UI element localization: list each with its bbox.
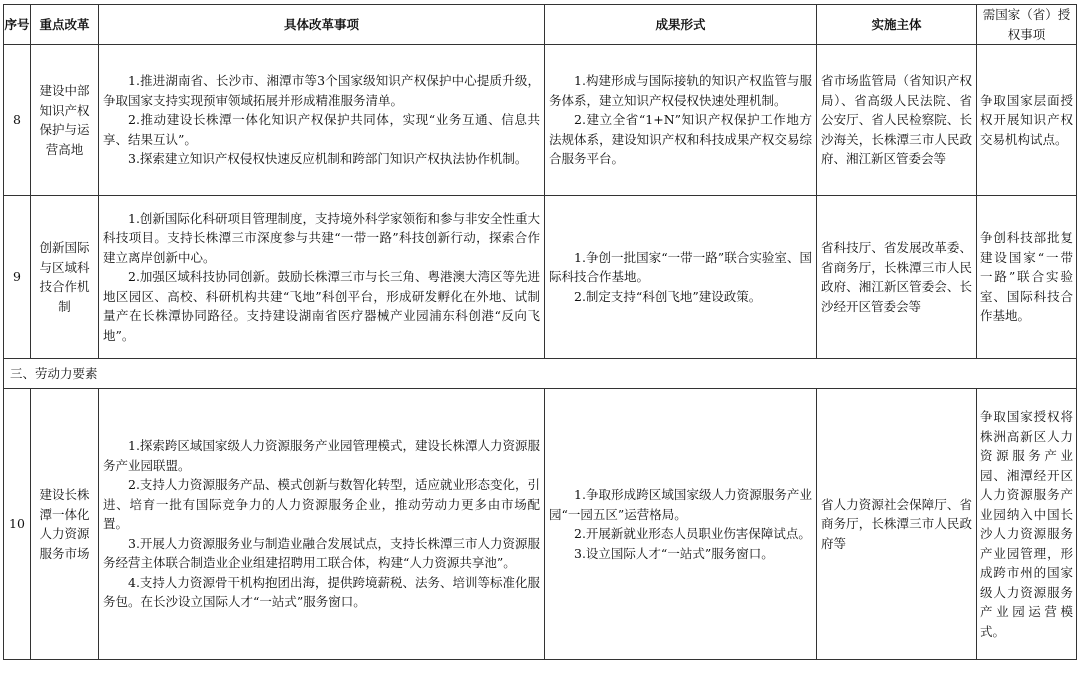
reform-table (3, 4, 1077, 660)
reform-focus: 创新国际与区域科技合作机制 (31, 196, 99, 359)
result-item: 2.制定支持“科创飞地”建设政策。 (574, 288, 762, 304)
reform-item: 4.支持人力资源骨干机构抱团出海，提供跨境薪税、法务、培训等标准化服务包。在长沙设立国际人才“一站式”服务窗口。 (103, 574, 540, 610)
result-forms (545, 389, 817, 660)
row-number: 10 (4, 389, 31, 660)
header-row (4, 5, 1077, 45)
subjects-text: 省人力资源社会保障厅、省商务厅，长株潭三市人民政府等 (821, 496, 972, 551)
result-item: 2.建立全省“1+N”知识产权保护工作地方法规体系，建设知识产权和科技成果产权交易综合服务平台。 (549, 112, 812, 167)
row-number: 9 (4, 196, 31, 359)
result-item: 1.争取形成跨区域国家级人力资源服务产业园“一园五区”运营格局。 (549, 487, 812, 522)
authorization-matters: 争取国家层面授权开展知识产权交易机构试点。 (977, 45, 1077, 196)
header-focus: 重点改革 (31, 5, 99, 45)
implementing-subjects (817, 389, 977, 660)
section-title: 三、劳动力要素 (4, 359, 1077, 389)
header-items: 具体改革事项 (99, 5, 545, 45)
authorization-matters: 争取国家授权将株洲高新区人力资源服务产业园、湘潭经开区人力资源服务产业园纳入中国长沙人力资源服务产业园管理，形成跨市州的国家级人力资源服务产业园运营模式。 (977, 389, 1077, 660)
table-row (4, 196, 1077, 359)
result-forms (545, 45, 817, 196)
authorization-matters: 争创科技部批复建设国家“一带一路”联合实验室、国际科技合作基地。 (977, 196, 1077, 359)
section-row (4, 359, 1077, 389)
result-item: 1.构建形成与国际接轨的知识产权监管与服务体系，建立知识产权侵权快速处理机制。 (549, 73, 812, 108)
reform-item: 3.开展人力资源服务业与制造业融合发展试点，支持长株潭三市人力资源服务经营主体联合制造业企业组建招聘用工联合体，构建“人力资源共享池”。 (103, 535, 540, 571)
reform-item: 2.推动建设长株潭一体化知识产权保护共同体，实现“业务互通、信息共享、结果互认”。 (103, 112, 540, 147)
reform-item: 2.支持人力资源服务产品、模式创新与数智化转型，适应就业形态变化，引进、培育一批有国际竞争力的人力资源服务企业，推动劳动力更多由市场配置。 (103, 477, 540, 532)
result-item: 3.设立国际人才“一站式”服务窗口。 (574, 545, 774, 561)
reform-item: 1.创新国际化科研项目管理制度，支持境外科学家领衔和参与非安全性重大科技项目。支持长株潭三市深度参与共建“一带一路”科技创新行动，探索合作建立离岸创新中心。 (103, 210, 540, 265)
reform-items (99, 196, 545, 359)
row-number: 8 (4, 45, 31, 196)
reform-item: 1.推进湖南省、长沙市、湘潭市等3个国家级知识产权保护中心提质升级，争取国家支持实现预审领域拓展并形成精准服务清单。 (103, 73, 540, 108)
reform-focus: 建设长株潭一体化人力资源服务市场 (31, 389, 99, 660)
reform-focus: 建设中部知识产权保护与运营高地 (31, 45, 99, 196)
reform-item: 3.探索建立知识产权侵权快速反应机制和跨部门知识产权执法协作机制。 (128, 151, 528, 167)
implementing-subjects (817, 196, 977, 359)
reform-item: 2.加强区域科技协同创新。鼓励长株潭三市与长三角、粤港澳大湾区等先进地区园区、高校、科研机构共建“飞地”科创平台，形成研发孵化在外地、试制量产在长株潭协同路径。支持建设湖南省医疗器械产业园浦东科创港“反向飞地”。 (103, 269, 540, 343)
reform-items (99, 389, 545, 660)
result-item: 2.开展新就业形态人员职业伤害保障试点。 (574, 526, 811, 541)
reform-items (99, 45, 545, 196)
table-row (4, 389, 1077, 660)
result-forms (545, 196, 817, 359)
header-results: 成果形式 (545, 5, 817, 45)
reform-item: 1.探索跨区域国家级人力资源服务产业园管理模式，建设长株潭人力资源服务产业园联盟。 (103, 438, 540, 473)
header-authorization: 需国家（省）授权事项 (977, 5, 1077, 45)
table-row (4, 45, 1077, 196)
subjects-text: 省科技厅、省发展改革委、省商务厅，长株潭三市人民政府、湘江新区管委会、长沙经开区管委会等 (821, 240, 972, 314)
implementing-subjects (817, 45, 977, 196)
subjects-text: 省市场监管局（省知识产权局）、省高级人民法院、省公安厅、省人民检察院、长沙海关，长株潭三市人民政府、湘江新区管委会等 (821, 73, 972, 167)
header-subjects: 实施主体 (817, 5, 977, 45)
header-no: 序号 (4, 5, 31, 45)
result-item: 1.争创一批国家“一带一路”联合实验室、国际科技合作基地。 (549, 249, 812, 285)
